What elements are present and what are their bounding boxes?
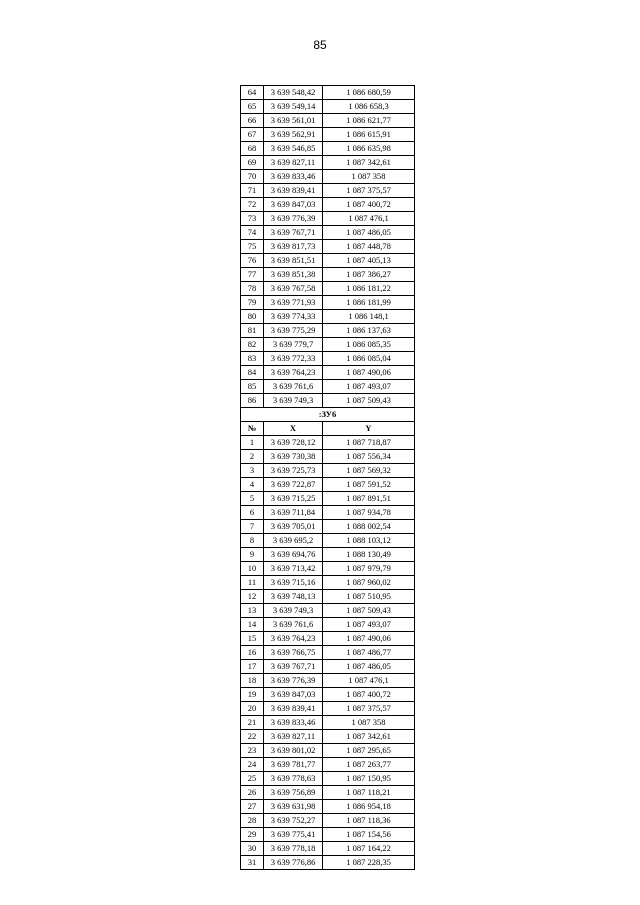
point-number-cell: 80 xyxy=(241,310,264,324)
table-row xyxy=(241,450,415,464)
point-number-cell: 66 xyxy=(241,114,264,128)
point-number-cell: 8 xyxy=(241,534,264,548)
table-row xyxy=(241,338,415,352)
x-coordinate-cell: 3 639 776,86 xyxy=(264,856,323,870)
x-coordinate-cell: 3 639 631,98 xyxy=(264,800,323,814)
point-number-cell: 71 xyxy=(241,184,264,198)
point-number-cell: 20 xyxy=(241,702,264,716)
table-row xyxy=(241,184,415,198)
x-coordinate-cell: 3 639 767,58 xyxy=(264,282,323,296)
y-coordinate-cell: 1 086 954,18 xyxy=(323,800,415,814)
table-row xyxy=(241,660,415,674)
x-coordinate-cell: 3 639 766,75 xyxy=(264,646,323,660)
x-coordinate-cell: 3 639 764,23 xyxy=(264,366,323,380)
y-coordinate-cell: 1 087 718,87 xyxy=(323,436,415,450)
table-row xyxy=(241,674,415,688)
y-coordinate-cell: 1 087 493,07 xyxy=(323,618,415,632)
table-row xyxy=(241,198,415,212)
table-row xyxy=(241,254,415,268)
table-row xyxy=(241,506,415,520)
table-row xyxy=(241,240,415,254)
table-row xyxy=(241,814,415,828)
y-coordinate-cell: 1 087 891,51 xyxy=(323,492,415,506)
x-coordinate-cell: 3 639 730,38 xyxy=(264,450,323,464)
y-coordinate-cell: 1 087 493,07 xyxy=(323,380,415,394)
y-coordinate-cell: 1 087 934,78 xyxy=(323,506,415,520)
page-number: 85 xyxy=(313,38,327,52)
x-coordinate-cell: 3 639 761,6 xyxy=(264,380,323,394)
y-coordinate-cell: 1 086 615,91 xyxy=(323,128,415,142)
table-row xyxy=(241,366,415,380)
y-coordinate-cell: 1 086 181,99 xyxy=(323,296,415,310)
table-row xyxy=(241,688,415,702)
y-coordinate-cell: 1 087 154,56 xyxy=(323,828,415,842)
section-title-row xyxy=(241,408,415,422)
point-number-cell: 11 xyxy=(241,576,264,590)
table-row xyxy=(241,632,415,646)
point-number-cell: 19 xyxy=(241,688,264,702)
point-number-cell: 4 xyxy=(241,478,264,492)
table-row xyxy=(241,436,415,450)
point-number-cell: 82 xyxy=(241,338,264,352)
table-row xyxy=(241,562,415,576)
table-row xyxy=(241,128,415,142)
table-row xyxy=(241,716,415,730)
x-coordinate-cell: 3 639 728,12 xyxy=(264,436,323,450)
point-number-cell: 68 xyxy=(241,142,264,156)
y-coordinate-cell: 1 087 358 xyxy=(323,170,415,184)
point-number-cell: 77 xyxy=(241,268,264,282)
table-row xyxy=(241,394,415,408)
x-coordinate-cell: 3 639 781,77 xyxy=(264,758,323,772)
y-coordinate-cell: 1 087 486,05 xyxy=(323,226,415,240)
x-coordinate-cell: 3 639 749,3 xyxy=(264,604,323,618)
x-coordinate-cell: 3 639 562,91 xyxy=(264,128,323,142)
y-coordinate-cell: 1 087 556,34 xyxy=(323,450,415,464)
table-row xyxy=(241,226,415,240)
table-row xyxy=(241,618,415,632)
table-row xyxy=(241,296,415,310)
y-coordinate-cell: 1 087 358 xyxy=(323,716,415,730)
point-number-cell: 16 xyxy=(241,646,264,660)
y-coordinate-cell: 1 087 400,72 xyxy=(323,198,415,212)
point-number-cell: 73 xyxy=(241,212,264,226)
x-coordinate-cell: 3 639 833,46 xyxy=(264,716,323,730)
coordinates-table-body xyxy=(241,86,415,870)
x-coordinate-cell: 3 639 771,93 xyxy=(264,296,323,310)
table-row xyxy=(241,352,415,366)
x-coordinate-cell: 3 639 546,85 xyxy=(264,142,323,156)
y-coordinate-cell: 1 087 509,43 xyxy=(323,604,415,618)
point-number-cell: 6 xyxy=(241,506,264,520)
y-coordinate-cell: 1 087 295,65 xyxy=(323,744,415,758)
point-number-cell: 22 xyxy=(241,730,264,744)
y-coordinate-cell: 1 087 486,05 xyxy=(323,660,415,674)
x-coordinate-cell: 3 639 847,03 xyxy=(264,688,323,702)
table-row xyxy=(241,212,415,226)
point-number-cell: 10 xyxy=(241,562,264,576)
x-coordinate-cell: 3 639 827,11 xyxy=(264,730,323,744)
table-row xyxy=(241,478,415,492)
x-coordinate-cell: 3 639 722,87 xyxy=(264,478,323,492)
point-number-cell: 13 xyxy=(241,604,264,618)
point-number-cell: 72 xyxy=(241,198,264,212)
x-coordinate-cell: 3 639 839,41 xyxy=(264,184,323,198)
y-coordinate-cell: 1 086 680,59 xyxy=(323,86,415,100)
x-coordinate-cell: 3 639 713,42 xyxy=(264,562,323,576)
table-row xyxy=(241,534,415,548)
table-row xyxy=(241,100,415,114)
table-row xyxy=(241,702,415,716)
x-coordinate-cell: 3 639 775,41 xyxy=(264,828,323,842)
y-coordinate-cell: 1 087 118,21 xyxy=(323,786,415,800)
table-row xyxy=(241,800,415,814)
x-coordinate-cell: 3 639 839,41 xyxy=(264,702,323,716)
x-coordinate-cell: 3 639 749,3 xyxy=(264,394,323,408)
y-coordinate-cell: 1 087 448,78 xyxy=(323,240,415,254)
header-row xyxy=(241,422,415,436)
table-row xyxy=(241,142,415,156)
x-coordinate-cell: 3 639 779,7 xyxy=(264,338,323,352)
coordinates-table xyxy=(240,85,415,870)
y-coordinate-cell: 1 086 085,35 xyxy=(323,338,415,352)
x-header: X xyxy=(264,422,323,436)
y-coordinate-cell: 1 087 476,1 xyxy=(323,212,415,226)
y-coordinate-cell: 1 087 490,06 xyxy=(323,366,415,380)
point-number-cell: 12 xyxy=(241,590,264,604)
y-coordinate-cell: 1 087 400,72 xyxy=(323,688,415,702)
number-header: № xyxy=(241,422,264,436)
point-number-cell: 65 xyxy=(241,100,264,114)
y-coordinate-cell: 1 087 342,61 xyxy=(323,730,415,744)
point-number-cell: 27 xyxy=(241,800,264,814)
y-coordinate-cell: 1 087 375,57 xyxy=(323,184,415,198)
y-coordinate-cell: 1 087 405,13 xyxy=(323,254,415,268)
section-title: :ЗУ6 xyxy=(241,408,415,422)
y-coordinate-cell: 1 087 509,43 xyxy=(323,394,415,408)
point-number-cell: 84 xyxy=(241,366,264,380)
table-row xyxy=(241,114,415,128)
table-row xyxy=(241,464,415,478)
point-number-cell: 17 xyxy=(241,660,264,674)
x-coordinate-cell: 3 639 817,73 xyxy=(264,240,323,254)
point-number-cell: 76 xyxy=(241,254,264,268)
x-coordinate-cell: 3 639 715,16 xyxy=(264,576,323,590)
y-coordinate-cell: 1 087 228,35 xyxy=(323,856,415,870)
x-coordinate-cell: 3 639 775,29 xyxy=(264,324,323,338)
point-number-cell: 14 xyxy=(241,618,264,632)
point-number-cell: 15 xyxy=(241,632,264,646)
point-number-cell: 7 xyxy=(241,520,264,534)
x-coordinate-cell: 3 639 548,42 xyxy=(264,86,323,100)
point-number-cell: 3 xyxy=(241,464,264,478)
y-coordinate-cell: 1 086 181,22 xyxy=(323,282,415,296)
y-coordinate-cell: 1 087 342,61 xyxy=(323,156,415,170)
x-coordinate-cell: 3 639 549,14 xyxy=(264,100,323,114)
table-row xyxy=(241,772,415,786)
y-coordinate-cell: 1 087 591,52 xyxy=(323,478,415,492)
x-coordinate-cell: 3 639 847,03 xyxy=(264,198,323,212)
table-row xyxy=(241,156,415,170)
y-header: Y xyxy=(323,422,415,436)
x-coordinate-cell: 3 639 561,01 xyxy=(264,114,323,128)
table-row xyxy=(241,310,415,324)
table-row xyxy=(241,170,415,184)
point-number-cell: 26 xyxy=(241,786,264,800)
y-coordinate-cell: 1 086 621,77 xyxy=(323,114,415,128)
y-coordinate-cell: 1 088 002,54 xyxy=(323,520,415,534)
y-coordinate-cell: 1 088 103,12 xyxy=(323,534,415,548)
x-coordinate-cell: 3 639 748,13 xyxy=(264,590,323,604)
point-number-cell: 31 xyxy=(241,856,264,870)
y-coordinate-cell: 1 087 979,79 xyxy=(323,562,415,576)
y-coordinate-cell: 1 087 960,02 xyxy=(323,576,415,590)
x-coordinate-cell: 3 639 778,18 xyxy=(264,842,323,856)
y-coordinate-cell: 1 087 150,95 xyxy=(323,772,415,786)
x-coordinate-cell: 3 639 711,84 xyxy=(264,506,323,520)
y-coordinate-cell: 1 087 510,95 xyxy=(323,590,415,604)
table-row xyxy=(241,548,415,562)
y-coordinate-cell: 1 086 658,3 xyxy=(323,100,415,114)
y-coordinate-cell: 1 086 085,04 xyxy=(323,352,415,366)
table-row xyxy=(241,646,415,660)
x-coordinate-cell: 3 639 767,71 xyxy=(264,226,323,240)
x-coordinate-cell: 3 639 801,02 xyxy=(264,744,323,758)
x-coordinate-cell: 3 639 776,39 xyxy=(264,674,323,688)
point-number-cell: 79 xyxy=(241,296,264,310)
point-number-cell: 2 xyxy=(241,450,264,464)
point-number-cell: 86 xyxy=(241,394,264,408)
y-coordinate-cell: 1 087 164,22 xyxy=(323,842,415,856)
table-row xyxy=(241,282,415,296)
point-number-cell: 69 xyxy=(241,156,264,170)
x-coordinate-cell: 3 639 772,33 xyxy=(264,352,323,366)
point-number-cell: 21 xyxy=(241,716,264,730)
x-coordinate-cell: 3 639 764,23 xyxy=(264,632,323,646)
point-number-cell: 1 xyxy=(241,436,264,450)
x-coordinate-cell: 3 639 776,39 xyxy=(264,212,323,226)
y-coordinate-cell: 1 087 476,1 xyxy=(323,674,415,688)
table-row xyxy=(241,842,415,856)
table-row xyxy=(241,604,415,618)
table-row xyxy=(241,856,415,870)
point-number-cell: 67 xyxy=(241,128,264,142)
point-number-cell: 64 xyxy=(241,86,264,100)
point-number-cell: 29 xyxy=(241,828,264,842)
x-coordinate-cell: 3 639 851,51 xyxy=(264,254,323,268)
y-coordinate-cell: 1 086 635,98 xyxy=(323,142,415,156)
point-number-cell: 5 xyxy=(241,492,264,506)
x-coordinate-cell: 3 639 715,25 xyxy=(264,492,323,506)
y-coordinate-cell: 1 087 263,77 xyxy=(323,758,415,772)
table-row xyxy=(241,324,415,338)
y-coordinate-cell: 1 087 375,57 xyxy=(323,702,415,716)
table-row xyxy=(241,786,415,800)
x-coordinate-cell: 3 639 705,01 xyxy=(264,520,323,534)
point-number-cell: 85 xyxy=(241,380,264,394)
point-number-cell: 70 xyxy=(241,170,264,184)
table-row xyxy=(241,590,415,604)
point-number-cell: 78 xyxy=(241,282,264,296)
x-coordinate-cell: 3 639 752,27 xyxy=(264,814,323,828)
x-coordinate-cell: 3 639 695,2 xyxy=(264,534,323,548)
table-row xyxy=(241,492,415,506)
table-row xyxy=(241,576,415,590)
table-row xyxy=(241,744,415,758)
table-row xyxy=(241,86,415,100)
y-coordinate-cell: 1 087 490,06 xyxy=(323,632,415,646)
y-coordinate-cell: 1 088 130,49 xyxy=(323,548,415,562)
table-row xyxy=(241,380,415,394)
table-row xyxy=(241,730,415,744)
y-coordinate-cell: 1 087 569,32 xyxy=(323,464,415,478)
y-coordinate-cell: 1 087 486,77 xyxy=(323,646,415,660)
point-number-cell: 24 xyxy=(241,758,264,772)
point-number-cell: 28 xyxy=(241,814,264,828)
point-number-cell: 18 xyxy=(241,674,264,688)
table-row xyxy=(241,828,415,842)
point-number-cell: 23 xyxy=(241,744,264,758)
x-coordinate-cell: 3 639 725,73 xyxy=(264,464,323,478)
x-coordinate-cell: 3 639 851,38 xyxy=(264,268,323,282)
point-number-cell: 75 xyxy=(241,240,264,254)
y-coordinate-cell: 1 086 148,1 xyxy=(323,310,415,324)
y-coordinate-cell: 1 087 118,36 xyxy=(323,814,415,828)
x-coordinate-cell: 3 639 833,46 xyxy=(264,170,323,184)
x-coordinate-cell: 3 639 694,76 xyxy=(264,548,323,562)
y-coordinate-cell: 1 086 137,63 xyxy=(323,324,415,338)
point-number-cell: 74 xyxy=(241,226,264,240)
point-number-cell: 30 xyxy=(241,842,264,856)
x-coordinate-cell: 3 639 756,89 xyxy=(264,786,323,800)
table-row xyxy=(241,758,415,772)
point-number-cell: 81 xyxy=(241,324,264,338)
point-number-cell: 25 xyxy=(241,772,264,786)
x-coordinate-cell: 3 639 761,6 xyxy=(264,618,323,632)
x-coordinate-cell: 3 639 774,33 xyxy=(264,310,323,324)
x-coordinate-cell: 3 639 827,11 xyxy=(264,156,323,170)
table-row xyxy=(241,268,415,282)
y-coordinate-cell: 1 087 386,27 xyxy=(323,268,415,282)
table-row xyxy=(241,520,415,534)
point-number-cell: 83 xyxy=(241,352,264,366)
x-coordinate-cell: 3 639 778,63 xyxy=(264,772,323,786)
x-coordinate-cell: 3 639 767,71 xyxy=(264,660,323,674)
point-number-cell: 9 xyxy=(241,548,264,562)
